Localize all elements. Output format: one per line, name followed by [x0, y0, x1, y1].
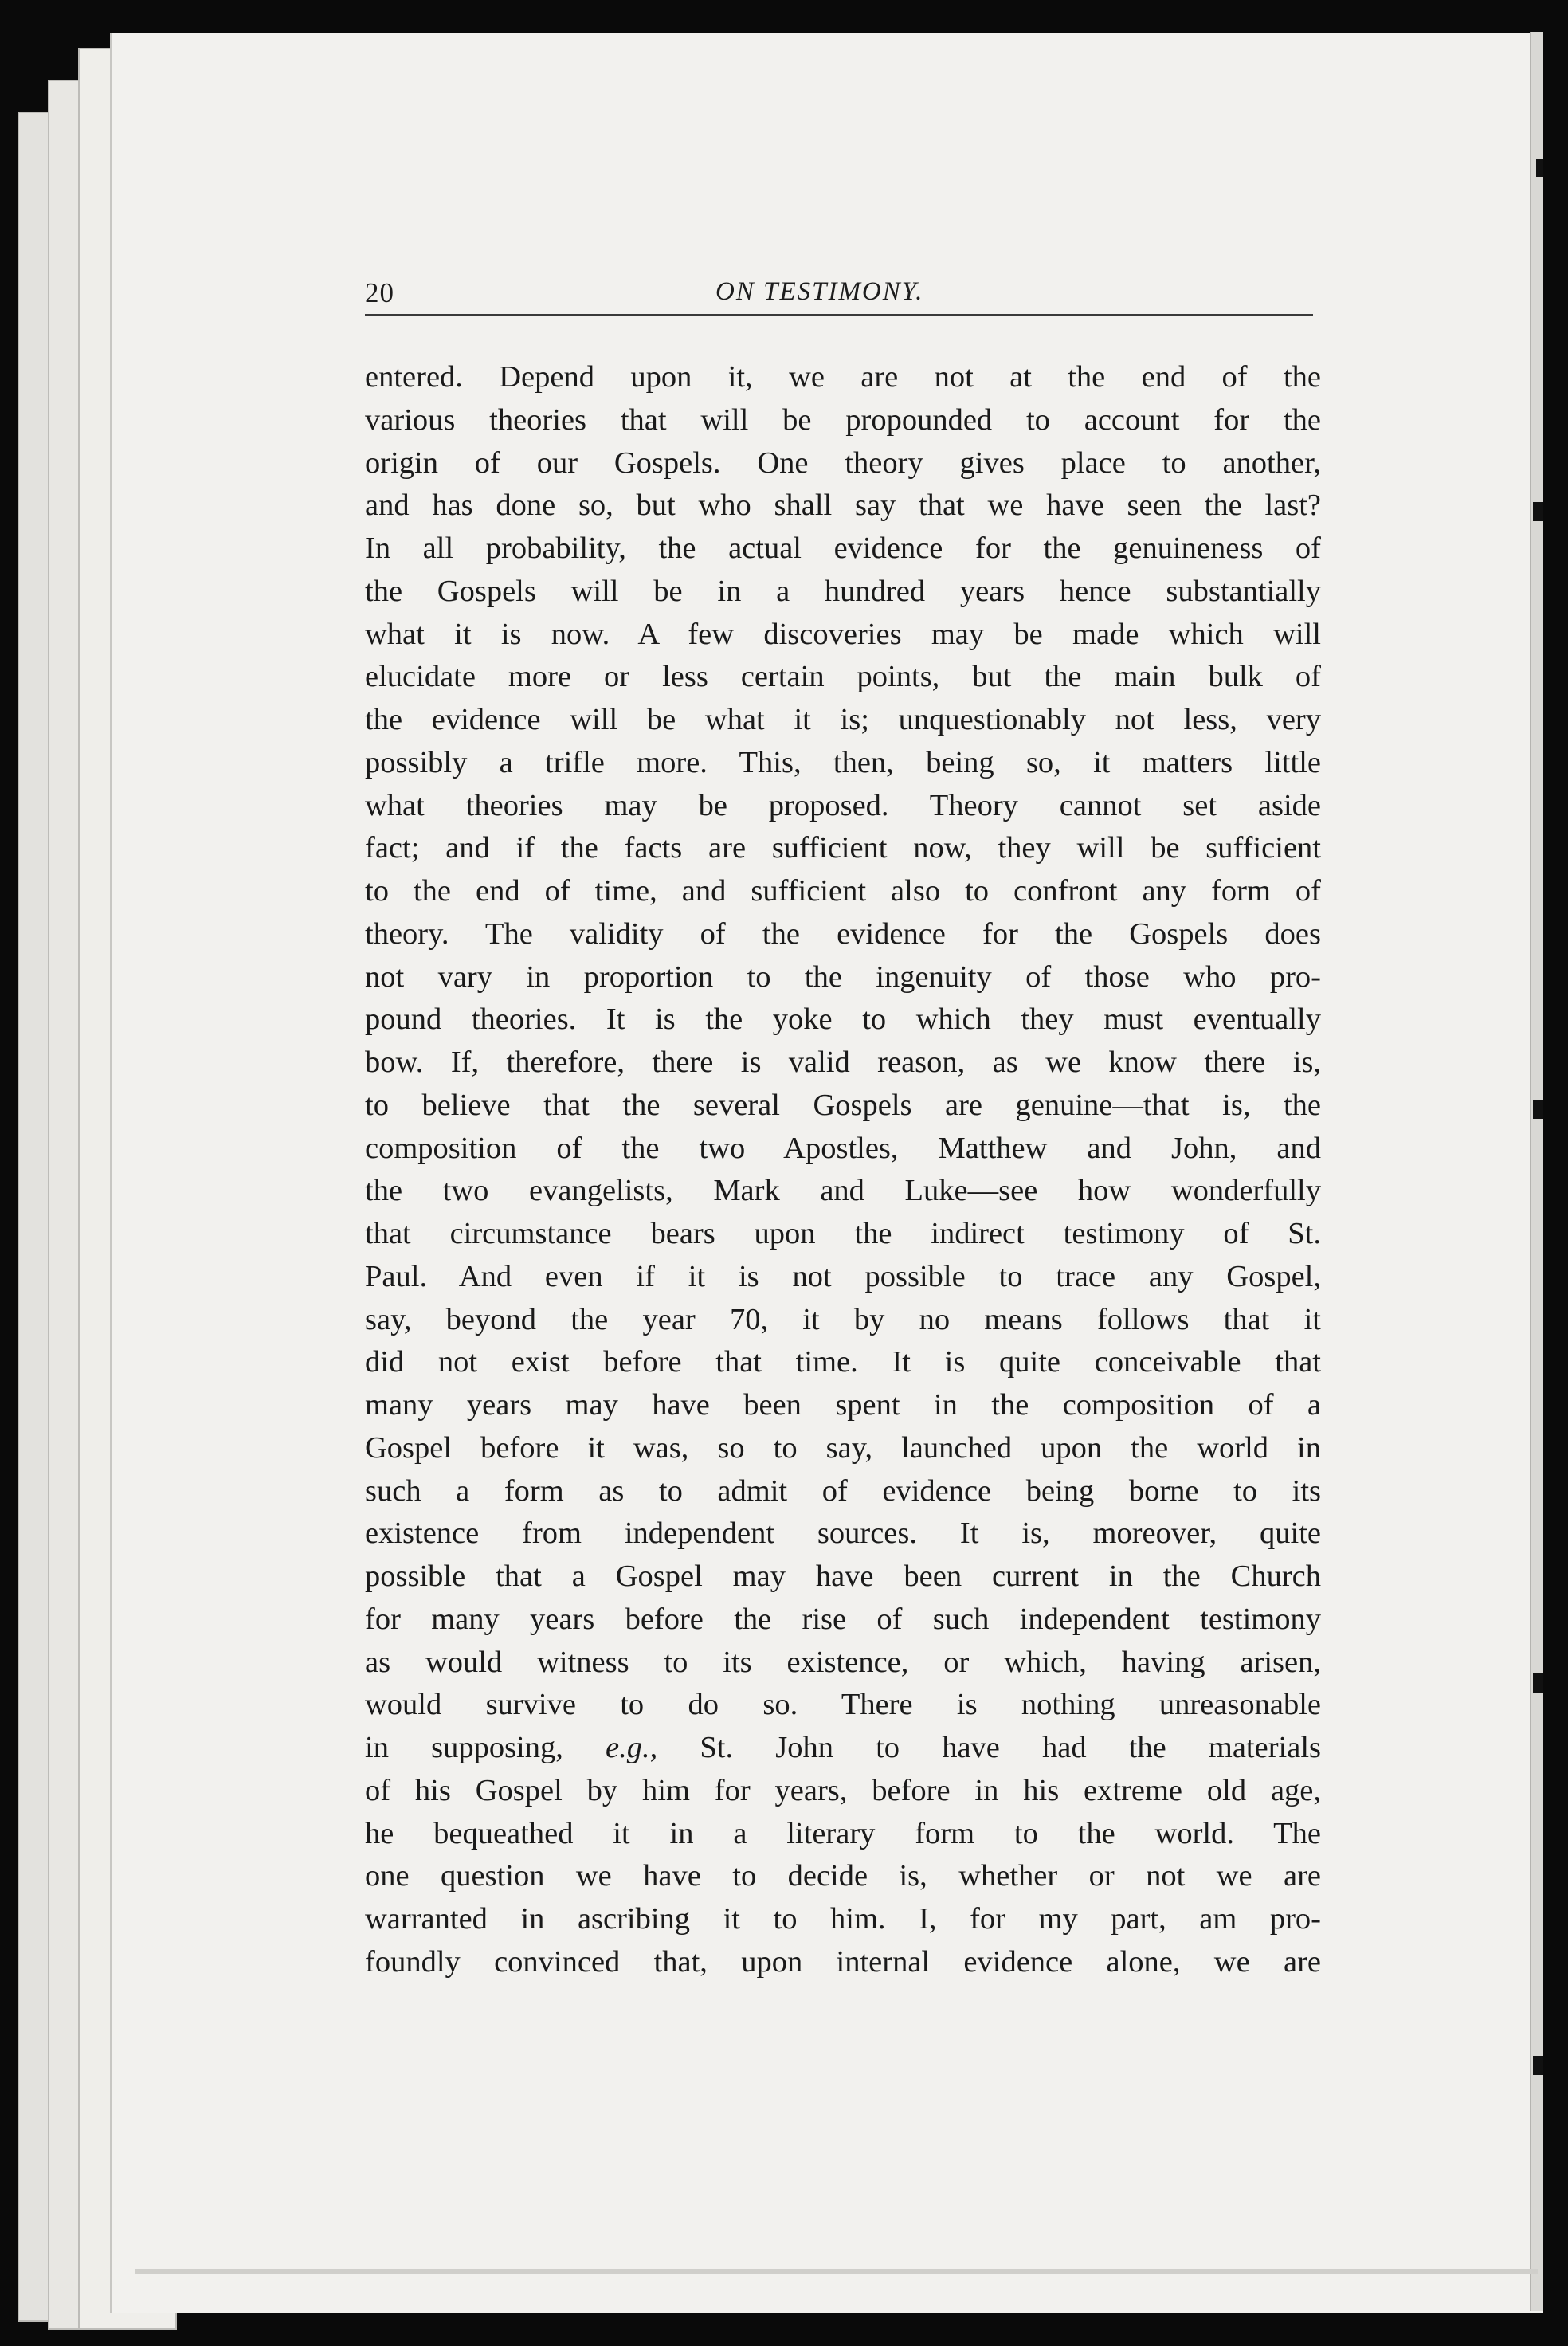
text-line: what it is now. A few discoveries may be made which will	[365, 617, 1321, 651]
page-header	[365, 277, 1313, 314]
text-line: many years may have been spent in the composition of a	[365, 1388, 1321, 1422]
text-line: fact; and if the facts are sufficient now, they will be sufficient	[365, 831, 1321, 865]
text-line: possible that a Gospel may have been current in the Church	[365, 1559, 1321, 1593]
stitch-mark	[1533, 1100, 1543, 1119]
text-line: pound theories. It is the yoke to which they must eventually	[365, 1002, 1321, 1037]
text-line: bow. If, therefore, there is valid reason, as we know there is,	[365, 1046, 1321, 1079]
text-line: the Gospels will be in a hundred years hence substantially	[365, 574, 1321, 608]
text-line: in supposing, e.g., St. John to have had the materials	[365, 1731, 1321, 1764]
text-line: one question we have to decide is, whether or not we are	[365, 1859, 1321, 1893]
text-line: and has done so, but who shall say that we have seen the last?	[365, 488, 1321, 523]
text-line: In all probability, the actual evidence for the genuineness of	[365, 532, 1321, 565]
text-line: the evidence will be what it is; unquestionably not less, very	[365, 703, 1321, 736]
page-number: 20	[365, 277, 394, 308]
header-rule	[365, 314, 1313, 316]
text-line: did not exist before that time. It is quite conceivable that	[365, 1345, 1321, 1379]
text-line: origin of our Gospels. One theory gives place to another,	[365, 445, 1321, 480]
binding-edge	[1530, 32, 1543, 2311]
text-line: would survive to do so. There is nothing unreasonable	[365, 1688, 1321, 1722]
text-line: theory. The validity of the evidence for the Gospels does	[365, 916, 1321, 951]
text-line: Paul. And even if it is not possible to trace any Gospel,	[365, 1259, 1321, 1293]
text-line: to the end of time, and sufficient also to confront any form of	[365, 874, 1321, 908]
text-line: of his Gospel by him for years, before in his extreme old age,	[365, 1773, 1321, 1807]
stitch-mark	[1533, 2056, 1543, 2075]
text-line: to believe that the several Gospels are genuine—that is, the	[365, 1088, 1321, 1122]
body-text	[365, 356, 1321, 1984]
text-line: he bequeathed it in a literary form to the world. The	[365, 1816, 1321, 1850]
text-line: foundly convinced that, upon internal evidence alone, we are	[365, 1944, 1321, 1979]
text-line: the two evangelists, Mark and Luke—see how wonderfully	[365, 1174, 1321, 1208]
text-line: existence from independent sources. It is, moreover, quite	[365, 1516, 1321, 1551]
text-line: composition of the two Apostles, Matthew and John, and	[365, 1131, 1321, 1165]
text-line: for many years before the rise of such independent testimony	[365, 1602, 1321, 1636]
text-line: possibly a trifle more. This, then, being so, it matters little	[365, 745, 1321, 779]
text-line: Gospel before it was, so to say, launched upon the world in	[365, 1430, 1321, 1465]
text-line: various theories that will be propounded to account for the	[365, 402, 1321, 437]
page-bottom-edge	[135, 2270, 1538, 2274]
text-line: not vary in proportion to the ingenuity of those who pro-	[365, 959, 1321, 994]
running-title: ON TESTIMONY.	[715, 277, 924, 306]
text-line: elucidate more or less certain points, but the main bulk of	[365, 660, 1321, 694]
text-line: such a form as to admit of evidence being borne to its	[365, 1473, 1321, 1508]
stitch-mark	[1536, 159, 1543, 177]
text-line: what theories may be proposed. Theory cannot set aside	[365, 788, 1321, 822]
text-line: entered. Depend upon it, we are not at the end of the	[365, 360, 1321, 394]
stitch-mark	[1533, 502, 1543, 521]
stitch-mark	[1533, 1673, 1543, 1693]
text-line: warranted in ascribing it to him. I, for my part, am pro-	[365, 1902, 1321, 1936]
text-line: as would witness to its existence, or which, having arisen,	[365, 1645, 1321, 1679]
text-line: that circumstance bears upon the indirect testimony of St.	[365, 1217, 1321, 1250]
text-line: say, beyond the year 70, it by no means follows that it	[365, 1302, 1321, 1336]
